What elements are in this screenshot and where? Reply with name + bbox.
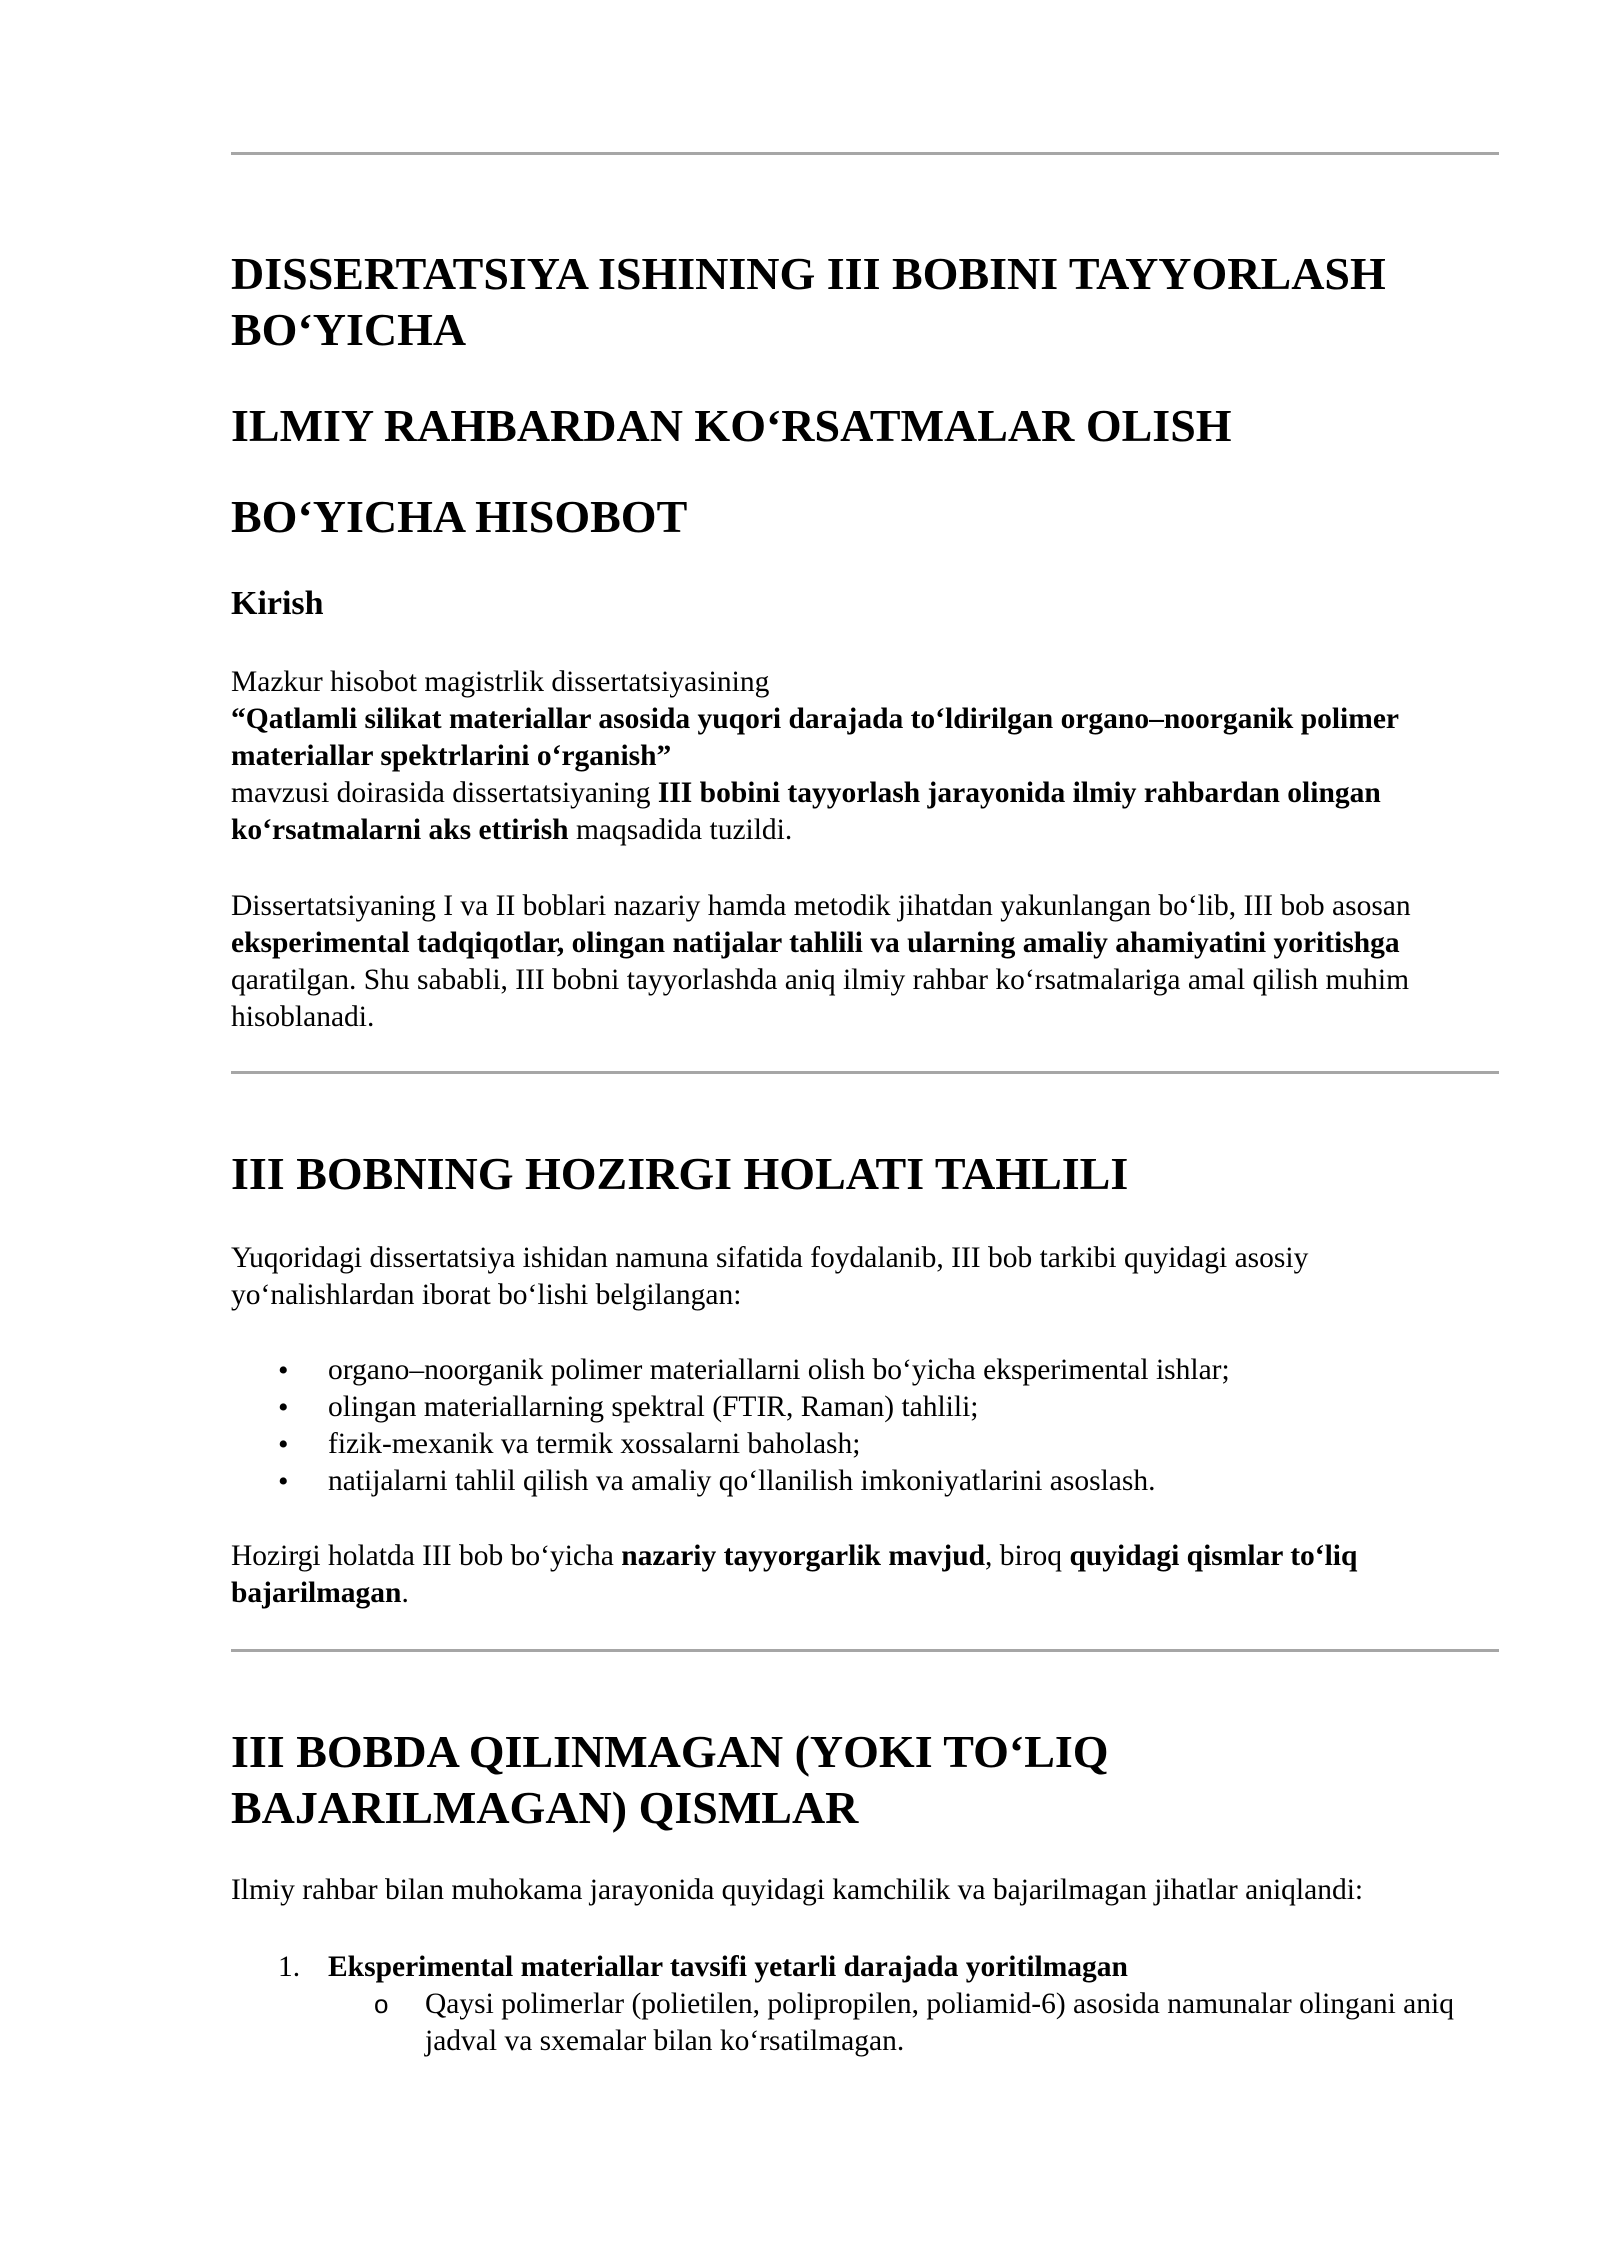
kirish-paragraph-1	[231, 664, 1499, 849]
section-heading-current-state: III BOBNING HOZIRGI HOLATI TAHLILI	[231, 1148, 1129, 1199]
title-line-3: BO‘YICHA HISOBOT	[231, 491, 688, 542]
kirish-heading: Kirish	[231, 585, 324, 622]
kirish-p1-intro: Mazkur hisobot magistrlik dissertatsiyasining	[231, 666, 770, 698]
section3-heading-line-1: III BOBDA QILINMAGAN (YOKI TO‘LIQ	[231, 1726, 1109, 1777]
list-item: • organo–noorganik polimer materiallarni olish bo‘yicha eksperimental ishlar;	[231, 1352, 1499, 1389]
section-heading-incomplete-parts	[231, 1724, 1499, 1836]
section-incomplete-intro: Ilmiy rahbar bilan muhokama jarayonida quyidagi kamchilik va bajarilmagan jihatlar aniqlandi:	[231, 1874, 1364, 1906]
section3-heading-line-2: BAJARILMAGAN) QISMLAR	[231, 1782, 859, 1833]
current-status-paragraph	[231, 1538, 1499, 1612]
kirish-p1-c: mavzusi doirasida dissertatsiyaning	[231, 777, 658, 809]
sub-item-text: Qaysi polimerlar (polietilen, polipropilen, poliamid-6) asosida namunalar olingani aniq jadval va sxemalar bilan ko‘rsatilmagan.	[425, 1988, 1454, 2057]
section-current-state-intro: Yuqoridagi dissertatsiya ishidan namuna sifatida foydalanib, III bob tarkibi quyidagi asosiy yo‘nalishlardan iborat bo‘lishi belgilangan:	[231, 1242, 1309, 1311]
kirish-p2-c: qaratilgan. Shu sababli, III bobni tayyorlashda aniq ilmiy rahbar ko‘rsatmalariga amal qilish muhim hisoblanadi.	[231, 964, 1410, 1033]
horizontal-rule	[231, 1649, 1499, 1652]
horizontal-rule	[231, 1071, 1499, 1074]
document-title-line-2	[231, 398, 1499, 454]
list-item: • natijalarni tahlil qilish va amaliy qo‘llanilish imkoniyatlarini asoslash.	[231, 1463, 1499, 1500]
horizontal-rule	[231, 152, 1499, 155]
list-item: • olingan materiallarning spektral (FTIR, Raman) tahlili;	[231, 1389, 1499, 1426]
title-line-1: DISSERTATSIYA ISHINING III BOBINI TAYYORLASH BO‘YICHA	[231, 248, 1386, 355]
kirish-p2-a: Dissertatsiyaning I va II boblari nazariy hamda metodik jihatdan yakunlangan bo‘lib, III bob asosan	[231, 890, 1411, 922]
document-title-line-3	[231, 489, 1499, 545]
list-item: • fizik-mexanik va termik xossalarni baholash;	[231, 1426, 1499, 1463]
status-c: , biroq	[985, 1540, 1070, 1572]
chapter-directions-list	[231, 1352, 1499, 1500]
status-b: nazariy tayyorgarlik mavjud	[621, 1540, 986, 1572]
kirish-p2-bold: eksperimental tadqiqotlar, olingan natijalar tahlili va ularning amaliy ahamiyatini yoritishga	[231, 927, 1400, 959]
thesis-topic: “Qatlamli silikat materiallar asosida yuqori darajada to‘ldirilgan organo–noorganik polimer materiallar spektrlarini o‘rganish”	[231, 703, 1399, 772]
item-title: Eksperimental materiallar tavsifi yetarli darajada yoritilmagan	[328, 1951, 1128, 1983]
kirish-p1-bold: III bobini tayyorlash jarayonida ilmiy rahbardan olingan ko‘rsatmalarni aks ettirish	[231, 777, 1381, 846]
status-a: Hozirgi holatda III bob bo‘yicha	[231, 1540, 622, 1572]
kirish-p1-end: maqsadida tuzildi.	[568, 814, 793, 846]
title-line-2: ILMIY RAHBARDAN KO‘RSATMALAR OLISH	[231, 400, 1232, 451]
circle-bullet-icon: o	[374, 1989, 389, 2019]
kirish-paragraph-2	[231, 888, 1499, 1036]
status-d: quyidagi qismlar to‘liq bajarilmagan	[231, 1540, 1358, 1609]
document-title	[231, 246, 1499, 358]
status-e: .	[401, 1577, 409, 1609]
item-number: 1.	[278, 1951, 301, 1983]
